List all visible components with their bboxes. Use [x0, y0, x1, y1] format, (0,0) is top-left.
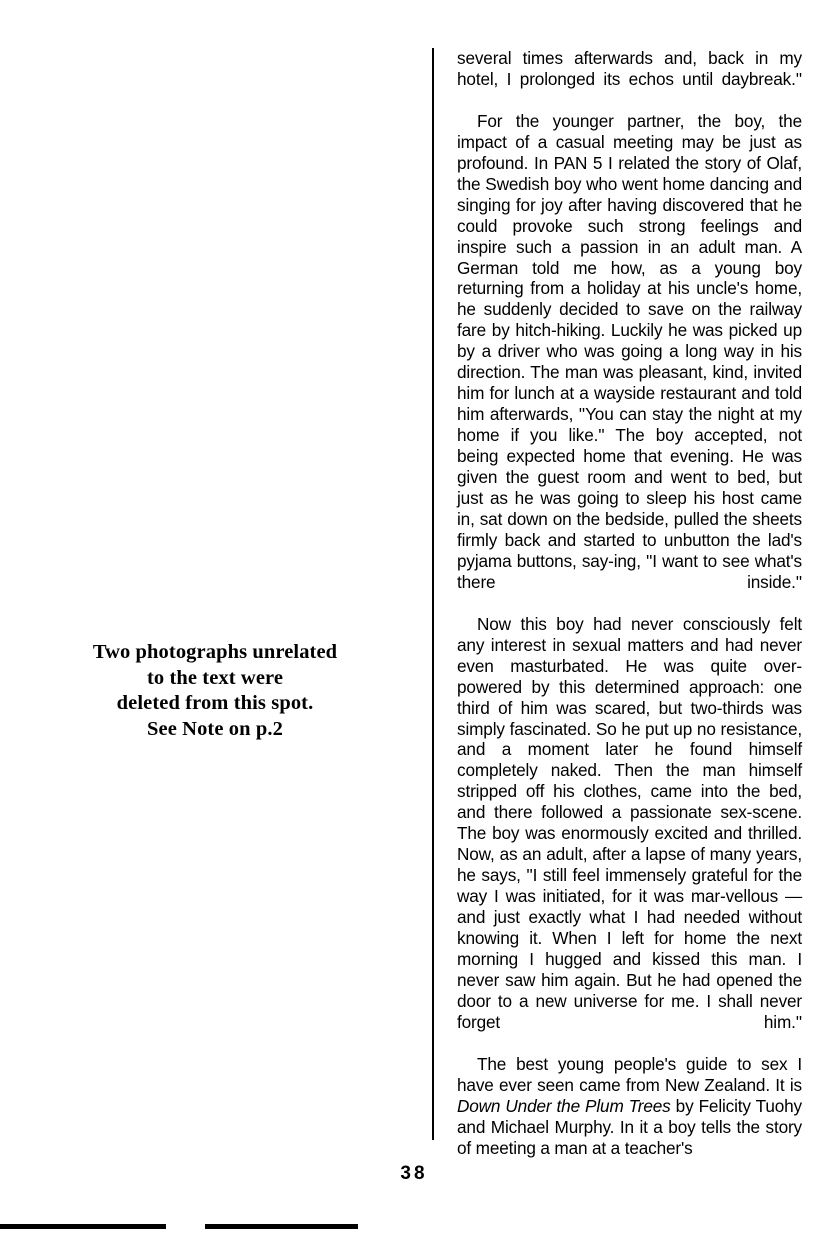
- deleted-photo-note: [40, 640, 390, 742]
- right-column-body-text: [457, 48, 802, 1158]
- paragraph-new-zealand-text-before-title: The best young people's guide to sex I have ever seen came from New Zealand. It is: [457, 1053, 802, 1095]
- paragraph-new-zealand-text-after-title: by Felicity Tuohy and Michael Murphy. In it a boy tells the story of meeting a man at a teacher's: [457, 1095, 802, 1158]
- paragraph-echos: several times afterwards and, back in my hotel, I prolonged its echos until daybreak.'': [457, 48, 802, 89]
- paragraph-now-this-boy: Now this boy had never consciously felt any interest in sexual matters and had never even masturbated. He was quite over-powered by this determined approach: one third of him was scared, but two-thirds was simply fascinated. So he put up no resistance, and a moment later he found himself completely naked. Then the man himself stripped off his clothes, came into the bed, and there followed a passionate sex-scene. The boy was enormously excited and thrilled. Now, as an adult, after a lapse of many years, he says, ''I still feel immensely grateful for the way I was initiated, for it was mar-vellous — and just exactly what I had needed without knowing it. When I left for home the next morning I hugged and kissed this man. I never saw him again. But he had opened the door to a new universe for me. I shall never forget him.'': [457, 613, 802, 1032]
- deleted-photo-note-line-2: to the text were: [146, 666, 284, 689]
- column-divider-rule: [432, 48, 434, 1140]
- page-number: 38: [400, 1163, 428, 1184]
- scan-artifact-bar-right: [205, 1224, 358, 1229]
- scan-artifact-bar-left: [0, 1224, 166, 1229]
- deleted-photo-note-line-4: See Note on p.2: [147, 717, 283, 740]
- paragraph-new-zealand: [457, 1054, 802, 1159]
- deleted-photo-note-line-1: Two photographs unrelated: [92, 641, 338, 663]
- paragraph-younger-partner: For the younger partner, the boy, the impact of a casual meeting may be just as profound. In PAN 5 I related the story of Olaf, the Swedish boy who went home dancing and singing for joy after having discovered that he could provoke such strong feelings and inspire such a passion in an adult man. A German told me how, as a young boy returning from a holiday at his uncle's home, he suddenly decided to save on the railway fare by hitch-hiking. Luckily he was picked up by a driver who was going a long way in his direction. The man was pleasant, kind, invited him for lunch at a wayside restaurant and told him afterwards, ''You can stay the night at my home if you like.'' The boy accepted, not being expected home that evening. He was given the guest room and went to bed, but just as he was going to sleep his host came in, sat down on the bedside, pulled the sheets firmly back and started to unbutton the lad's pyjama buttons, say-ing, ''I want to see what's there inside.'': [457, 110, 802, 592]
- deleted-photo-note-line-3: deleted from this spot.: [116, 692, 314, 714]
- book-title-down-under-the-plum-trees: Down Under the Plum Trees: [457, 1095, 671, 1116]
- left-column: [0, 48, 420, 1140]
